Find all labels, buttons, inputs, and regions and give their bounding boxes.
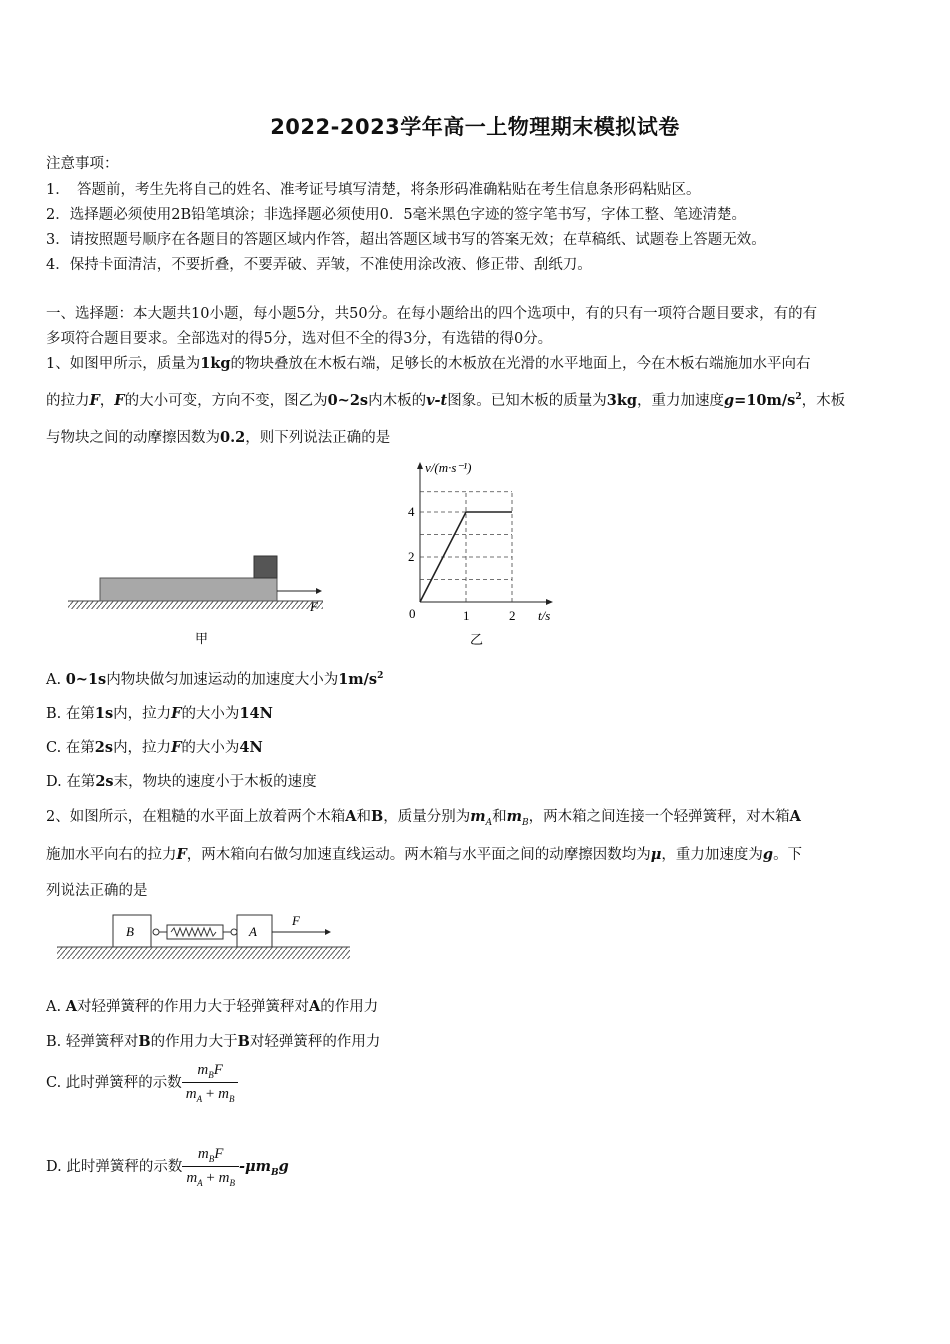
figure-q2 <box>55 908 355 966</box>
q2-text: 和 <box>356 809 371 825</box>
force-arrow-head <box>325 929 331 935</box>
grid <box>420 492 512 602</box>
q2-symbol: B <box>371 808 384 825</box>
box-a-label: A <box>249 924 257 939</box>
option-text: 末，物块的速度小于木板的速度 <box>113 774 317 790</box>
q2-stem-line <box>46 805 801 828</box>
option-value: 2s <box>94 739 114 756</box>
frac-sub: B <box>229 1178 235 1188</box>
option-text: D. 此时弹簧秤的示数 <box>46 1159 183 1175</box>
q1-mu-value: 0.2 <box>220 429 246 446</box>
q1-text: ， <box>99 393 115 409</box>
option-text: 对轻弹簧秤的作用力大于轻弹簧秤对 <box>76 999 309 1015</box>
q2-text: ，两木箱向右做匀加速直线运动。两木箱与水平面之间的动摩擦因数均为 <box>186 847 651 863</box>
q2-stem-line: 列说法正确的是 <box>46 883 148 899</box>
q2-text: ，两木箱之间连接一个轻弹簧秤，对木箱 <box>528 809 790 825</box>
option-text: C. 此时弹簧秤的示数 <box>46 1075 182 1091</box>
frac-plus: + <box>202 1170 219 1186</box>
q1-text: 的拉力 <box>46 393 90 409</box>
x-tick-label: 2 <box>509 608 516 623</box>
q2-sub: A <box>485 817 493 828</box>
q2-text: ，重力加速度为 <box>661 847 763 863</box>
section-intro-line: 多项符合题目要求。全部选对的得5分，选对但不全的得3分，有选错的得0分。 <box>46 331 553 347</box>
option-sup: 2 <box>377 671 384 682</box>
frac-sub: A <box>197 1178 203 1188</box>
notice-item: 4．保持卡面清洁，不要折叠，不要弄破、弄皱，不准使用涂改液、修正带、刮纸刀。 <box>46 257 592 273</box>
force-label: F <box>310 599 318 614</box>
option-text: C. 在第 <box>46 740 95 756</box>
option-text: 内，拉力 <box>113 740 172 756</box>
frac-symbol: m <box>185 1086 197 1102</box>
option-text: 的作用力 <box>320 999 379 1015</box>
q1-stem-line <box>46 389 845 410</box>
q1-text: ，则下列说法正确的是 <box>245 430 391 446</box>
x-axis-label: t/s <box>538 608 551 623</box>
q1-text: ，木板 <box>801 393 846 409</box>
q2-symbol: A <box>789 808 801 825</box>
hook-left <box>153 929 159 935</box>
frac-symbol: m <box>218 1170 230 1186</box>
option-text: D. 在第 <box>46 774 96 790</box>
q2-text: 施加水平向右的拉力 <box>46 847 177 863</box>
q1-option-c[interactable] <box>46 736 263 757</box>
option-text: 内物块做匀加速运动的加速度大小为 <box>106 672 339 688</box>
q1-stem-line <box>46 352 811 373</box>
fraction-denominator <box>182 1166 239 1188</box>
q1-vt: v-t <box>426 392 448 409</box>
q1-g-symbol: g <box>724 392 735 409</box>
frac-sub: B <box>208 1154 215 1164</box>
q1-force-symbol: F <box>114 392 125 409</box>
q1-text: 的大小可变，方向不变，图乙为 <box>124 393 328 409</box>
option-value: 4N <box>239 739 263 756</box>
wood-board <box>100 578 277 601</box>
option-symbol: B <box>138 1033 151 1050</box>
option-symbol: F <box>171 705 182 722</box>
page-title: 2022-2023学年高一上物理期末模拟试卷 <box>270 115 680 139</box>
y-axis-label: v/(m·s⁻¹) <box>425 460 472 475</box>
frac-symbol: F <box>213 1062 223 1078</box>
option-symbol: A <box>65 998 77 1015</box>
x-tick-label: 1 <box>463 608 470 623</box>
q1-text: 内木板的 <box>368 393 427 409</box>
fraction-numerator <box>182 1062 239 1082</box>
y-axis-arrow <box>417 462 423 469</box>
x-axis-arrow <box>546 599 553 605</box>
q2-stem-line <box>46 843 802 864</box>
option-text: 对轻弹簧秤的作用力 <box>249 1034 381 1050</box>
q1-g-sup: 2 <box>795 392 802 403</box>
figure-yi-caption: 乙 <box>470 633 484 648</box>
ground-hatch <box>68 601 323 609</box>
figure-yi-chart <box>400 455 570 650</box>
option-text: B. 在第 <box>46 706 95 722</box>
option-text: 内，拉力 <box>113 706 172 722</box>
q2-text: ，质量分别为 <box>383 809 471 825</box>
q1-force-symbol: F <box>89 392 100 409</box>
option-text: 的作用力大于 <box>150 1034 238 1050</box>
y-tick-label: 4 <box>408 504 415 519</box>
option-value: 2s <box>95 773 114 790</box>
section-intro-line: 一、选择题：本大题共10小题，每小题5分，共50分。在每小题给出的四个选项中，有的只有一项符合题目要求，有的有 <box>46 306 818 322</box>
q2-symbol: g <box>762 846 774 863</box>
q2-symbol: m <box>506 808 522 825</box>
q1-option-b[interactable] <box>46 702 273 723</box>
figure-jia-caption: 甲 <box>195 632 209 647</box>
notice-item: 2．选择题必须使用2B铅笔填涂；非选择题必须使用0．5毫米黑色字迹的签字笔书写，字体工整、笔迹清楚。 <box>46 207 747 223</box>
frac-sub: A <box>196 1094 203 1104</box>
frac-plus: + <box>202 1086 219 1102</box>
q1-option-d[interactable] <box>46 770 317 791</box>
frac-sub: B <box>208 1070 214 1080</box>
figure-jia <box>60 545 340 650</box>
option-text: A. <box>46 672 66 688</box>
option-tail-g: g <box>278 1158 289 1175</box>
force-label: F <box>292 913 300 928</box>
option-tail-sub: B <box>270 1167 279 1178</box>
fraction-denominator <box>182 1082 239 1104</box>
origin-label: 0 <box>409 606 416 621</box>
q2-option-b[interactable] <box>46 1030 380 1051</box>
q2-symbol: m <box>470 808 486 825</box>
fraction-numerator <box>182 1146 239 1166</box>
box-b-label: B <box>126 924 134 939</box>
q2-option-c[interactable] <box>46 1062 238 1104</box>
q1-text: 1、如图甲所示，质量为 <box>46 356 201 372</box>
frac-symbol: m <box>218 1086 229 1102</box>
q2-text: 和 <box>492 809 507 825</box>
q1-stem-line <box>46 426 390 447</box>
frac-symbol: F <box>214 1146 224 1162</box>
option-text: A. <box>46 999 66 1015</box>
y-tick-label: 2 <box>408 549 415 564</box>
option-tail: -μm <box>238 1158 271 1175</box>
option-text: B. 轻弹簧秤对 <box>46 1034 139 1050</box>
option-symbol: A <box>308 998 321 1015</box>
q1-text: ，重力加速度 <box>637 393 725 409</box>
ground-hatch <box>57 947 350 959</box>
frac-sub: B <box>228 1094 235 1104</box>
q1-mass: 1kg <box>200 355 231 372</box>
notice-item: 1． 答题前，考生先将自己的姓名、准考证号填写清楚，将条形码准确粘贴在考生信息条形码粘贴区。 <box>46 182 701 198</box>
frac-symbol: m <box>197 1146 209 1162</box>
frac-symbol: m <box>186 1170 198 1186</box>
option-value: 0~1s <box>65 671 107 688</box>
q1-time-range: 0~2s <box>327 392 369 409</box>
option-text: 的大小为 <box>181 706 240 722</box>
hook-right <box>231 929 237 935</box>
q2-text: 。下 <box>773 847 803 863</box>
q1-board-mass: 3kg <box>606 392 638 409</box>
force-arrow-head <box>316 588 322 594</box>
q2-option-d[interactable] <box>46 1146 289 1188</box>
option-value: 1s <box>94 705 114 722</box>
q2-text: 2、如图所示，在粗糙的水平面上放着两个木箱 <box>46 809 346 825</box>
block <box>254 556 277 578</box>
option-value: 14N <box>239 705 273 722</box>
q2-sub: B <box>521 817 529 828</box>
notice-item: 3．请按照题号顺序在各题目的答题区域内作答，超出答题区域书写的答案无效；在草稿纸、试题卷上答题无效。 <box>46 232 766 248</box>
q1-text: 图象。已知木板的质量为 <box>447 393 607 409</box>
q2-option-a[interactable] <box>46 995 378 1016</box>
q1-text: 的物块叠放在木板右端，足够长的木板放在光滑的水平地面上，今在木板右端施加水平向右 <box>230 356 811 372</box>
q1-option-a[interactable] <box>46 668 383 689</box>
option-value: 1m/s <box>338 671 378 688</box>
q2-symbol: A <box>345 808 357 825</box>
fraction <box>182 1146 239 1188</box>
frac-symbol: m <box>197 1062 209 1078</box>
q2-symbol: F <box>176 846 187 863</box>
q1-g-value: =10m/s <box>734 392 796 409</box>
notice-heading: 注意事项： <box>46 156 119 172</box>
fraction <box>182 1062 239 1104</box>
option-symbol: F <box>171 739 182 756</box>
option-symbol: B <box>237 1033 250 1050</box>
q2-symbol: μ <box>650 846 662 863</box>
option-text: 的大小为 <box>181 740 240 756</box>
q1-text: 与物块之间的动摩擦因数为 <box>46 430 220 446</box>
